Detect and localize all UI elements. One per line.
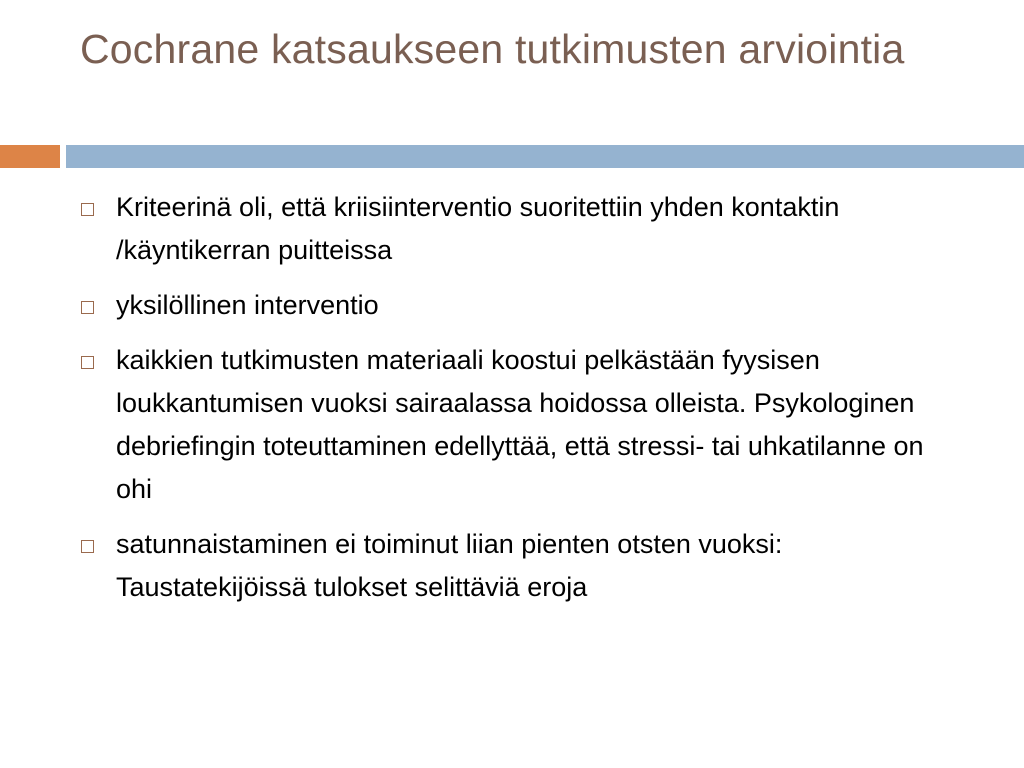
bullet-list <box>80 186 950 621</box>
square-bullet-icon <box>81 540 94 553</box>
bullet-item <box>80 523 950 609</box>
bullet-text: yksilöllinen interventio <box>116 290 379 320</box>
orange-accent-bar <box>0 145 60 168</box>
square-bullet-icon <box>81 301 94 314</box>
bullet-text: kaikkien tutkimusten materiaali koostui pelkästään fyysisen loukkantumisen vuoksi sairaalassa hoidossa olleista. Psykologinen debriefingin toteuttaminen edellyttää, että stressi- tai uhkatilanne on ohi <box>116 345 924 504</box>
bullet-item <box>80 339 950 511</box>
square-bullet-icon <box>81 356 94 369</box>
blue-accent-bar <box>66 145 1024 168</box>
square-bullet-icon <box>81 203 94 216</box>
bullet-text: Kriteerinä oli, että kriisiinterventio suoritettiin yhden kontaktin /käyntikerran puitteissa <box>116 192 840 265</box>
slide-title: Cochrane katsaukseen tutkimusten arviointia <box>80 26 905 72</box>
bullet-item <box>80 284 950 327</box>
bullet-item <box>80 186 950 272</box>
bullet-text: satunnaistaminen ei toiminut liian pienten otsten vuoksi: Taustatekijöissä tulokset selittäviä eroja <box>116 529 783 602</box>
